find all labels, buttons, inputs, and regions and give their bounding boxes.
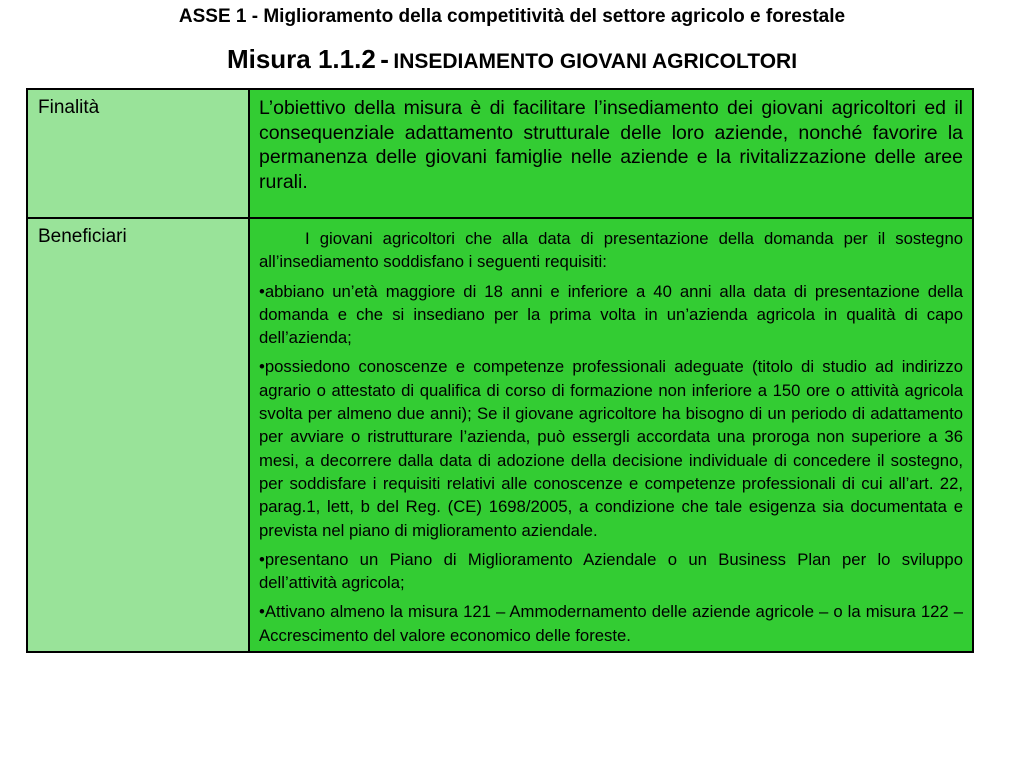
misura-title: INSEDIAMENTO GIOVANI AGRICOLTORI	[393, 50, 798, 73]
label-cell-beneficiari: Beneficiari	[27, 218, 249, 652]
finalita-text: L’obiettivo della misura è di facilitare l’insediamento dei giovani agricoltori ed il consequenziale adattamento strutturale delle loro aziende, nonché favorire la permanenza delle giovani famiglie nelle aziende e la rivitalizzazione delle aree rurali.	[259, 97, 963, 193]
label-cell-finalita: Finalità	[27, 89, 249, 218]
beneficiari-requisito-eta: •abbiano un’età maggiore di 18 anni e inferiore a 40 anni alla data di presentazione della domanda e che si insediano per la prima volta in un’azienda agricola in qualità di capo dell’azienda;	[259, 281, 963, 348]
content-cell-finalita	[249, 89, 973, 218]
table-row-beneficiari	[27, 218, 973, 652]
misura-code: Misura 1.1.2	[226, 44, 376, 74]
content-cell-beneficiari	[249, 218, 973, 652]
asse-heading: ASSE 1 - Miglioramento della competitività del settore agricolo e forestale	[178, 6, 846, 27]
table-row-finalita	[27, 89, 973, 218]
beneficiari-requisito-piano: •presentano un Piano di Miglioramento Aziendale o un Business Plan per lo sviluppo dell’attività agricola;	[259, 549, 963, 593]
beneficiari-requisito-competenze: •possiedono conoscenze e competenze professionali adeguate (titolo di studio ad indirizzo agrario o attestato di qualifica di corso di formazione non inferiore a 150 ore o attività agricola svolta per almeno due anni); Se il giovane agricoltore ha bisogno di un periodo di adattamento per avviare o ristrutturare l’azienda, può essergli accordata una proroga non superiore a 36 mesi, a decorrere dalla data di adozione della decisione individuale di concedere il sostegno, per soddisfare i requisiti relativi alle conoscenze e competenze professionali di cui all’art. 22, parag.1, lett, b del Reg. (CE) 1698/2005, a condizione che tale esigenza sia documentata e prevista nel piano di miglioramento aziendale.	[259, 357, 963, 540]
measure-table	[26, 88, 974, 653]
beneficiari-requisito-misura: •Attivano almeno la misura 121 – Ammodernamento delle aziende agricole – o la misura 122 – Accrescimento del valore economico delle foreste.	[259, 602, 963, 645]
beneficiari-intro: I giovani agricoltori che alla data di presentazione della domanda per il sostegno all’insediamento soddisfano i seguenti requisiti:	[259, 229, 963, 272]
misura-heading	[0, 44, 1024, 75]
misura-dash: -	[380, 44, 389, 74]
